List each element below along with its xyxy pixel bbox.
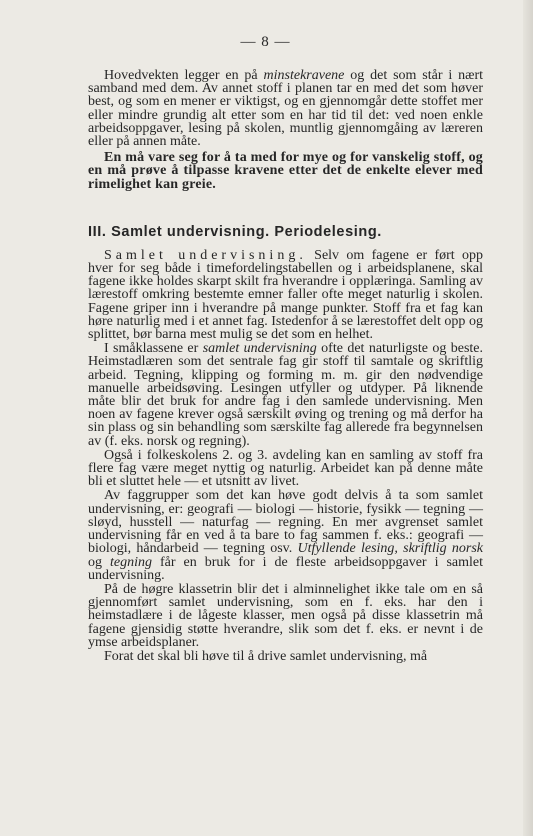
text: og <box>88 554 110 570</box>
intro-paragraph <box>88 69 483 148</box>
text: får en bruk for i de fleste arbeidsoppgaver i samlet undervisning. <box>88 554 483 583</box>
text: Av faggrupper som det kan høve godt delvis å ta som samlet undervisning, er: geografi — biologi — historie, fysikk — tegning — sløyd, husstell — naturfag — regning. En mer avgrenset samlet undervisning får en ved å ta bare to fag sammen f. eks.: geografi — biologi, håndarbeid — tegning osv. <box>88 488 483 557</box>
paragraph <box>88 489 483 581</box>
emphasis: minstekravene <box>263 68 345 83</box>
page-edge <box>523 0 533 836</box>
emphasis: tegning <box>110 554 152 570</box>
bold-paragraph: En må vare seg for å ta med for mye og for vanskelig stoff, og en må prøve å tilpasse kravene etter det de enkelte elever med rimelighet kan greie. <box>88 150 483 192</box>
text: I småklassene er <box>104 341 203 357</box>
paragraph: Forat det skal bli høve til å drive samlet undervisning, må <box>104 648 428 664</box>
paragraph: På de høgre klassetrin blir det i alminnelighet ikke tale om en så gjennomført samlet undervisning, som en f. eks. har den i heimstadlære i de lågeste klasser, men også på disse klassetrin må fagene gjensidig støtte hverandre, slik som det f. eks. er nevnt i de ymse arbeidsplaner. <box>88 581 483 650</box>
paragraph: Også i folkeskolens 2. og 3. avdeling kan en samling av stoff fra flere fag være meget nyttig og naturlig. Arbeidet kan på denne måte bli et sluttet hele — et utsnitt av livet. <box>88 447 483 490</box>
page-number: — 8 — <box>240 34 291 50</box>
paragraph <box>88 249 483 341</box>
text: Selv om fagene er ført opp hver for seg både i timefordelingstabellen og i arbeidsplanene, skal fagene ikke holdes skarpt skilt fra hverandre i opplæringa. Samling av lærestoff omkring bestemte emner faller ofte meget naturlig i skolen. Fagene griper inn i hverandre på mange punkter. Stoff fra et fag kan høre naturlig med i et annet fag. Istedenfor å se lærestoffet delt opp og splittet, bør barna mest mulig se det som en helhet. <box>88 247 483 343</box>
text: Hovedvekten legger en på <box>104 68 264 83</box>
paragraph <box>88 342 483 448</box>
text: ofte det naturligste og beste. Heimstadlæren som det sentrale fag gir stoff til samtale og skriftlig arbeid. Tegning, klipping og forming m. m. gir den nødvendige manuelle arbeidsøving. Lesingen utfyller og utdyper. På liknende måte blir det bruk for andre fag i den samlede undervisning. Men noen av fagene krever også særskilt øving og trening og må derfor ha sin plass og sin behandling som særskilte fag allerede fra begynnelsen av (f. eks. norsk og regning). <box>88 341 484 449</box>
emphasis: Utfyllende lesing, skriftlig norsk <box>297 541 484 557</box>
spaced-lead: Samlet undervisning. <box>104 247 307 263</box>
section-heading: III. Samlet undervisning. Periodelesing. <box>88 223 382 240</box>
text: og det som står i nært samband med dem. Av annet stoff i planen tar en med det som høver best, og som en mener er viktigst, og en gjennomgår dette stoffet mer eller mindre grundig alt etter som en har tid til det: ved noen enkle arbeidsoppgaver, lesing på skolen, muntlig gjennomgåing av læreren eller på annen måte. <box>88 68 483 150</box>
emphasis: samlet undervisning <box>202 341 317 357</box>
